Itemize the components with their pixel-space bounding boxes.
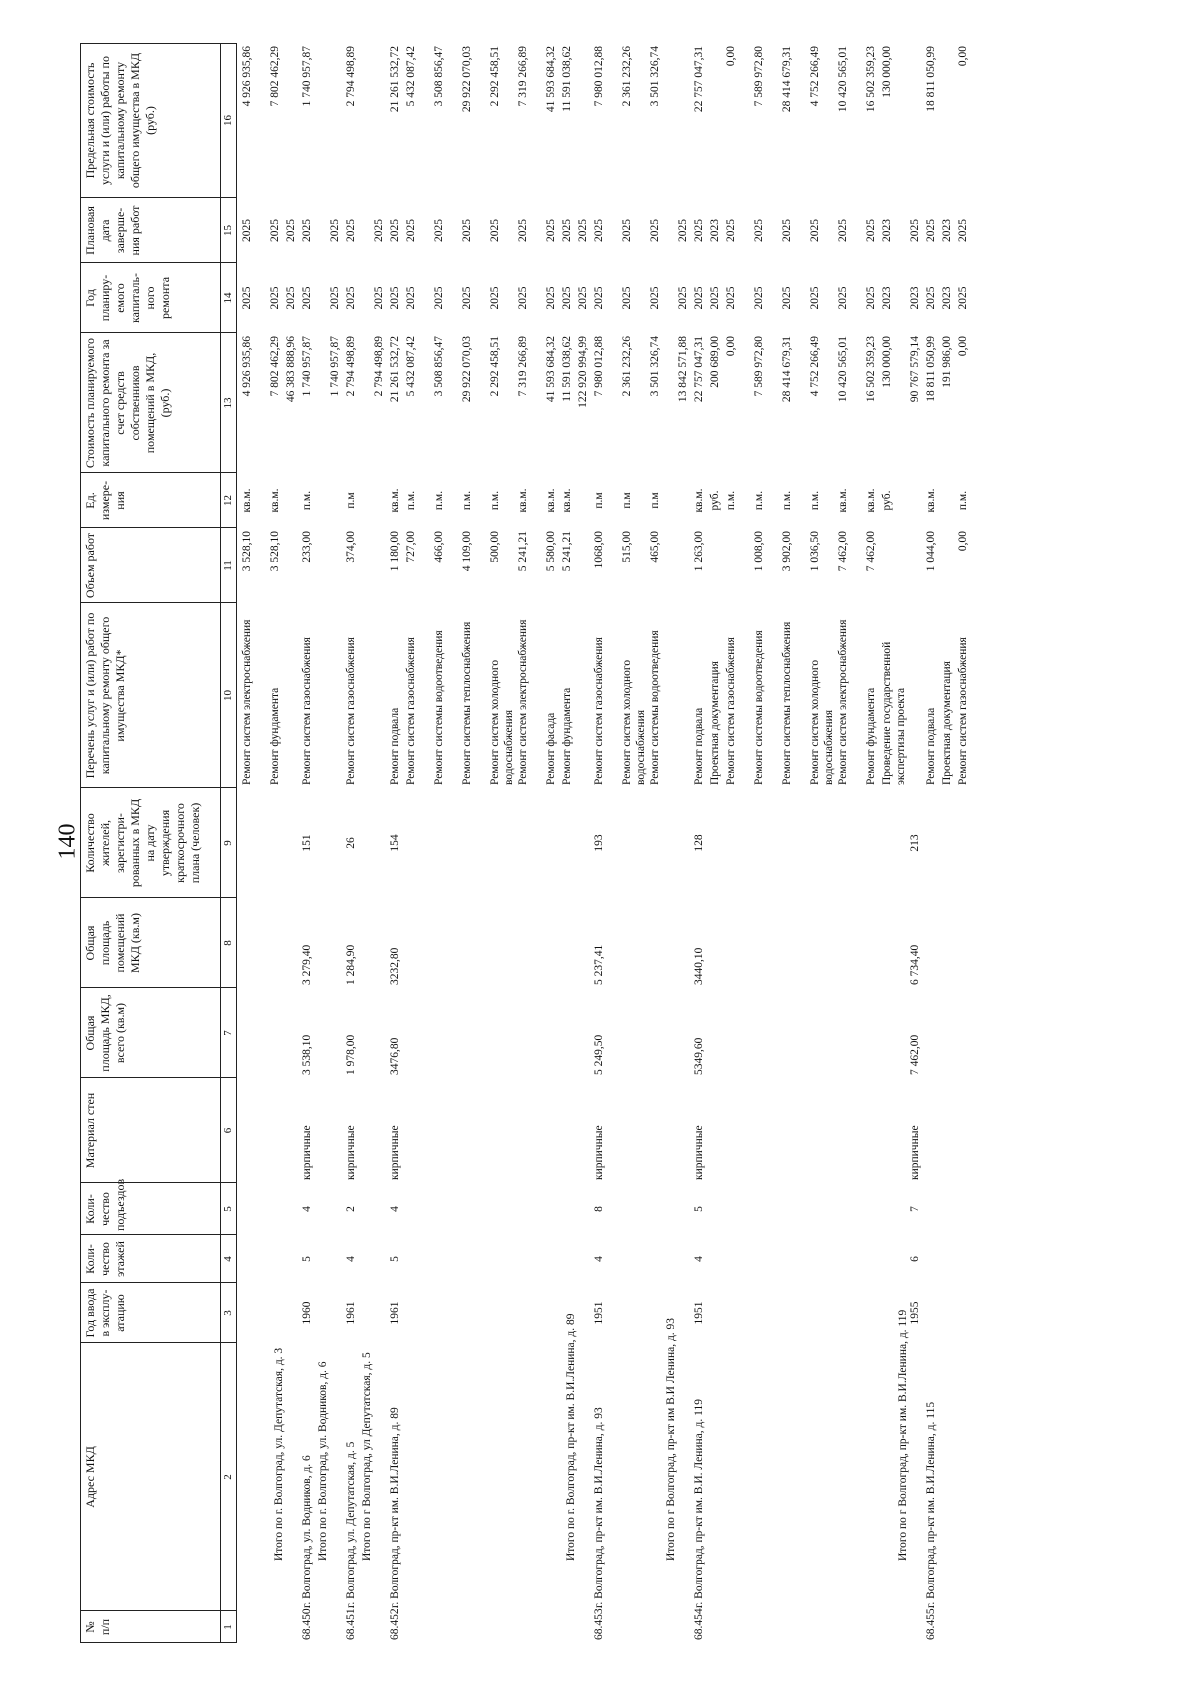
cell-c2: г. Волгоград, ул. Депутатская, д. 5 [345, 1441, 357, 1608]
cell-c16: 11 591 038,62 [561, 46, 573, 112]
cell-c6: кирпичные [593, 1125, 605, 1180]
cell-c12: кв.м. [545, 488, 557, 513]
cell-c14: 2025 [593, 286, 605, 310]
cell-c13: 3 501 326,74 [649, 336, 661, 397]
column-number: 16 [222, 115, 234, 126]
cell-c13: 0,00 [725, 336, 737, 357]
cell-c13: 90 767 579,14 [909, 336, 921, 403]
cell-c7: 5349,60 [693, 1037, 705, 1075]
cell-c15: 2025 [517, 219, 529, 242]
cell-c16: 2 361 232,26 [621, 46, 633, 107]
cell-c12: кв.м. [389, 488, 401, 513]
page-number: 140 [54, 823, 81, 860]
cell-c13: 122 920 994,99 [577, 336, 589, 408]
cell-c11: 515,00 [621, 531, 633, 563]
cell-c14: 2025 [301, 286, 313, 310]
cell-c15: 2023 [709, 219, 721, 242]
cell-c4: 4 [593, 1256, 605, 1262]
cell-c8: 5 237,41 [593, 944, 605, 985]
cell-c14: 2025 [285, 286, 297, 310]
cell-c8: 3440,10 [693, 947, 705, 985]
cell-c1: 68.453. [593, 1605, 605, 1640]
column-number: 10 [222, 690, 234, 701]
header-cell: Коли-чество подъездов [83, 1178, 127, 1231]
cell-c14: 2023 [881, 286, 893, 310]
cell-c10: Ремонт систем электроснабжения [517, 619, 529, 785]
cell-c9: 128 [693, 834, 705, 852]
header-cell: Год ввода в эксплу-атацию [83, 1288, 127, 1338]
cell-c13: 10 420 565,01 [837, 336, 849, 403]
cell-c14: 2025 [389, 286, 401, 310]
header-cell: Материал стен [83, 1092, 97, 1169]
cell-c11: 1 036,50 [809, 531, 821, 572]
cell-c14: 2025 [577, 286, 589, 310]
cell-c15: 2025 [809, 219, 821, 242]
cell-c14: 2025 [461, 286, 473, 310]
cell-c4: 5 [301, 1256, 313, 1262]
cell-c1: 68.452. [389, 1605, 401, 1640]
cell-c15: 2025 [301, 219, 313, 242]
cell-c14: 2025 [781, 286, 793, 310]
column-number: 15 [222, 225, 234, 236]
cell-c11: 233,00 [301, 531, 313, 563]
cell-c13: 22 757 047,31 [693, 336, 705, 403]
cell-c13: 2 361 232,26 [621, 336, 633, 397]
cell-c16: 3 508 856,47 [433, 46, 445, 107]
cell-c13: 2 794 498,89 [373, 336, 385, 397]
cell-c11: 5 580,00 [545, 531, 557, 572]
cell-c11: 465,00 [649, 531, 661, 563]
cell-c7: 7 462,00 [909, 1034, 921, 1075]
cell-c1: 68.450. [301, 1605, 313, 1640]
cell-c14: 2025 [837, 286, 849, 310]
header-cell: Общая площадь МКД, всего (кв.м) [83, 994, 127, 1072]
cell-c15: 2025 [621, 219, 633, 242]
cell-c12: п.м. [489, 490, 501, 511]
cell-c2: г. Волгоград, ул. Водников, д. 6 [301, 1455, 313, 1608]
cell-c15: 2025 [753, 219, 765, 242]
cell-c7: 1 978,00 [345, 1034, 357, 1075]
cell-c11: 5 241,21 [517, 531, 529, 572]
cell-c12: кв.м. [865, 488, 877, 513]
cell-c2: Итого по г. Волгоград, ул. Депутатская, д. 3 [273, 1347, 285, 1561]
cell-c14: 2025 [753, 286, 765, 310]
capital-repair-table [80, 43, 1130, 1643]
cell-c15: 2025 [865, 219, 877, 242]
cell-c12: п.м. [433, 490, 445, 511]
column-number: 5 [222, 1206, 234, 1212]
cell-c15: 2025 [329, 219, 341, 242]
cell-c13: 2 292 458,51 [489, 336, 501, 397]
cell-c15: 2025 [725, 219, 737, 242]
cell-c10: Ремонт подвала [693, 707, 705, 785]
cell-c15: 2025 [957, 219, 969, 242]
cell-c14: 2025 [545, 286, 557, 310]
cell-c14: 2025 [489, 286, 501, 310]
cell-c11: 5 241,21 [561, 531, 573, 572]
cell-c16: 41 593 684,32 [545, 46, 557, 113]
cell-c12: п.м [345, 492, 357, 509]
cell-c15: 2025 [561, 219, 573, 242]
cell-c16: 7 802 462,29 [269, 46, 281, 107]
cell-c1: 68.454. [693, 1605, 705, 1640]
cell-c16: 10 420 565,01 [837, 46, 849, 113]
cell-c16: 0,00 [725, 46, 737, 67]
cell-c3: 1960 [301, 1301, 313, 1325]
cell-c10: Ремонт системы водоотведения [753, 630, 765, 785]
cell-c8: 1 284,90 [345, 944, 357, 985]
cell-c12: п.м. [781, 490, 793, 511]
cell-c12: руб. [881, 490, 893, 511]
cell-c10: Ремонт систем газоснабжения [405, 637, 417, 785]
cell-c3: 1961 [389, 1301, 401, 1325]
cell-c14: 2025 [405, 286, 417, 310]
cell-c11: 1 008,00 [753, 531, 765, 572]
cell-c5: 4 [389, 1206, 401, 1212]
cell-c12: п.м. [957, 490, 969, 511]
cell-c10: Ремонт системы теплоснабжения [781, 621, 793, 785]
cell-c12: кв.м. [241, 488, 253, 513]
cell-c3: 1951 [593, 1301, 605, 1325]
cell-c13: 3 508 856,47 [433, 336, 445, 397]
cell-c5: 8 [593, 1206, 605, 1212]
cell-c1: 68.451. [345, 1605, 357, 1640]
column-number: 1 [222, 1624, 234, 1630]
cell-c15: 2025 [373, 219, 385, 242]
cell-c10: Ремонт систем холодного водоснабжения [621, 659, 647, 785]
column-number: 11 [222, 560, 234, 571]
cell-c8: 3 279,40 [301, 944, 313, 985]
cell-c10: Ремонт систем газоснабжения [593, 637, 605, 785]
cell-c15: 2025 [925, 219, 937, 242]
cell-c11: 3 902,00 [781, 531, 793, 572]
column-number: 6 [222, 1127, 234, 1134]
cell-c14: 2025 [433, 286, 445, 310]
cell-c13: 7 319 266,89 [517, 336, 529, 397]
cell-c14: 2025 [241, 286, 253, 310]
cell-c16: 4 926 935,86 [241, 46, 253, 107]
header-cell: Стоимость планируемого капитального ремонта за счет средств собственников помещений в МКД, (руб.) [83, 337, 172, 469]
cell-c16: 2 292 458,51 [489, 46, 501, 107]
header-cell: Год планиру-емого капиталь-ного ремонта [83, 273, 172, 323]
cell-c12: п.м. [725, 490, 737, 511]
cell-c14: 2025 [269, 286, 281, 310]
cell-c16: 7 980 012,88 [593, 46, 605, 107]
cell-c9: 213 [909, 834, 921, 852]
cell-c2: Итого по г Волгоград, пр-кт им В.И Ленина, д. 93 [665, 1317, 677, 1561]
cell-c12: п.м. [301, 490, 313, 511]
cell-c14: 2025 [677, 286, 689, 310]
cell-c13: 41 593 684,32 [545, 336, 557, 403]
cell-c14: 2025 [517, 286, 529, 310]
cell-c15: 2025 [269, 219, 281, 242]
cell-c4: 5 [389, 1256, 401, 1262]
cell-c10: Ремонт фундамента [269, 687, 281, 785]
header-cell: Адрес МКД [83, 1446, 97, 1508]
header-cell: Объем работ [83, 532, 97, 599]
cell-c16: 0,00 [957, 46, 969, 67]
cell-c10: Проектная документация [709, 661, 721, 785]
cell-c2: Итого по г Волгоград, пр-кт им. В.И.Ленина, д. 119 [897, 1309, 909, 1561]
cell-c13: 29 922 070,03 [461, 336, 473, 403]
header-cell: Плановая дата заверше-ния работ [83, 205, 142, 256]
column-number: 2 [222, 1474, 234, 1480]
cell-c13: 16 502 359,23 [865, 336, 877, 403]
cell-c2: г. Волгоград, пр-кт им. В.И. Ленина, д. 119 [693, 1399, 705, 1608]
column-number: 7 [222, 1030, 234, 1036]
cell-c15: 2025 [345, 219, 357, 242]
cell-c13: 2 794 498,89 [345, 336, 357, 397]
cell-c14: 2023 [909, 286, 921, 310]
cell-c10: Ремонт систем газоснабжения [345, 637, 357, 785]
cell-c11: 374,00 [345, 531, 357, 563]
cell-c12: п.м. [753, 490, 765, 511]
cell-c13: 1 740 957,87 [301, 336, 313, 397]
cell-c14: 2023 [941, 286, 953, 310]
cell-c2: Итого по г. Волгоград, ул. Водников, д. 6 [317, 1361, 329, 1561]
cell-c14: 2025 [561, 286, 573, 310]
cell-c12: п.м [621, 492, 633, 509]
cell-c3: 1961 [345, 1301, 357, 1325]
cell-c16: 3 501 326,74 [649, 46, 661, 107]
header-cell: Предельная стоимость услуги и (или) работы по капитальному ремонту общего имущества в МКД (руб.) [83, 52, 157, 189]
cell-c2: г. Волгоград, пр-кт им. В.И.Ленина, д. 93 [593, 1407, 605, 1608]
cell-c16: 5 432 087,42 [405, 46, 417, 107]
cell-c12: п.м [593, 492, 605, 509]
cell-c10: Ремонт системы теплоснабжения [461, 621, 473, 785]
cell-c11: 727,00 [405, 531, 417, 563]
cell-c10: Ремонт систем газоснабжения [725, 637, 737, 785]
cell-c3: 1955 [909, 1301, 921, 1325]
cell-c7: 3 538,10 [301, 1034, 313, 1075]
cell-c14: 2025 [693, 286, 705, 310]
cell-c14: 2025 [957, 286, 969, 310]
cell-c12: кв.м. [693, 488, 705, 513]
cell-c11: 1 044,00 [925, 531, 937, 572]
cell-c10: Ремонт фундамента [865, 687, 877, 785]
cell-c13: 28 414 679,31 [781, 336, 793, 403]
cell-c11: 1 180,00 [389, 531, 401, 572]
cell-c9: 151 [301, 834, 313, 852]
cell-c13: 5 432 087,42 [405, 336, 417, 397]
column-number: 13 [222, 397, 234, 409]
cell-c8: 6 734,40 [909, 944, 921, 985]
cell-c11: 3 528,10 [241, 531, 253, 572]
cell-c11: 0,00 [957, 531, 969, 552]
cell-c15: 2025 [405, 219, 417, 242]
cell-c14: 2025 [329, 286, 341, 310]
cell-c12: руб. [709, 490, 721, 511]
cell-c14: 2025 [865, 286, 877, 310]
cell-c15: 2025 [837, 219, 849, 242]
cell-c15: 2025 [593, 219, 605, 242]
cell-c14: 2025 [925, 286, 937, 310]
cell-c10: Ремонт системы водоотведения [649, 630, 661, 785]
column-number: 12 [222, 495, 234, 506]
cell-c11: 500,00 [489, 531, 501, 563]
cell-c15: 2025 [489, 219, 501, 242]
header-cell: Перечень услуг и (или) работ по капитальному ремонту общего имущества МКД* [83, 612, 127, 779]
cell-c11: 3 528,10 [269, 531, 281, 572]
cell-c13: 1 740 957,87 [329, 336, 341, 397]
cell-c5: 2 [345, 1206, 357, 1212]
cell-c12: п.м [649, 492, 661, 509]
cell-c15: 2025 [241, 219, 253, 242]
cell-c16: 18 811 050,99 [925, 46, 937, 112]
cell-c11: 1 263,00 [693, 531, 705, 572]
cell-c16: 130 000,00 [881, 46, 893, 98]
column-number: 4 [222, 1256, 234, 1262]
cell-c10: Проектная документация [941, 661, 953, 785]
cell-c15: 2023 [941, 219, 953, 242]
cell-c10: Ремонт систем газоснабжения [957, 637, 969, 785]
cell-c13: 13 842 571,88 [677, 336, 689, 403]
cell-c11: 4 109,00 [461, 531, 473, 572]
cell-c13: 130 000,00 [881, 336, 893, 388]
cell-c16: 28 414 679,31 [781, 46, 793, 113]
cell-c12: кв.м. [837, 488, 849, 513]
cell-c10: Ремонт систем холодного водоснабжения [489, 659, 515, 785]
cell-c13: 21 261 532,72 [389, 336, 401, 403]
cell-c14: 2025 [373, 286, 385, 310]
cell-c16: 2 794 498,89 [345, 46, 357, 107]
cell-c15: 2023 [881, 219, 893, 242]
cell-c15: 2025 [577, 219, 589, 242]
cell-c11: 7 462,00 [865, 531, 877, 572]
column-number: 9 [222, 840, 234, 846]
cell-c11: 1068,00 [593, 531, 605, 569]
header-cell: № п/п [83, 1618, 112, 1636]
column-number: 3 [222, 1310, 234, 1316]
cell-c2: г. Волгоград, пр-кт им. В.И.Ленина, д. 115 [925, 1401, 937, 1608]
cell-c13: 46 383 888,96 [285, 336, 297, 403]
cell-c8: 3232,80 [389, 947, 401, 985]
column-divider [80, 43, 236, 44]
cell-c15: 2025 [545, 219, 557, 242]
cell-c2: Итого по г. Волгоград, пр-кт им. В.И.Ленина, д. 89 [565, 1313, 577, 1561]
cell-c16: 7 319 266,89 [517, 46, 529, 107]
cell-c15: 2025 [649, 219, 661, 242]
cell-c12: кв.м. [517, 488, 529, 513]
cell-c14: 2025 [621, 286, 633, 310]
cell-c15: 2025 [909, 219, 921, 242]
cell-c13: 7 980 012,88 [593, 336, 605, 397]
cell-c13: 7 802 462,29 [269, 336, 281, 397]
cell-c15: 2025 [781, 219, 793, 242]
column-number: 8 [222, 940, 234, 946]
cell-c16: 7 589 972,80 [753, 46, 765, 107]
column-number: 14 [222, 292, 234, 304]
cell-c12: п.м. [809, 490, 821, 511]
header-cell: Ед. измере-ния [83, 480, 127, 521]
cell-c9: 26 [345, 837, 357, 849]
cell-c4: 6 [909, 1256, 921, 1262]
cell-c9: 193 [593, 834, 605, 852]
header-cell: Общая площадь помещений МКД (кв.м) [83, 913, 142, 973]
cell-c16: 21 261 532,72 [389, 46, 401, 113]
cell-c5: 5 [693, 1206, 705, 1212]
cell-c15: 2025 [433, 219, 445, 242]
cell-c16: 22 757 047,31 [693, 46, 705, 113]
cell-c15: 2025 [461, 219, 473, 242]
rotated-page [80, 43, 1130, 1643]
cell-c10: Ремонт фундамента [561, 687, 573, 785]
cell-c13: 0,00 [957, 336, 969, 357]
cell-c10: Ремонт подвала [389, 707, 401, 785]
header-cell: Количество жителей, зарегистри-рованных в МКД на дату утверждения краткосрочного плана (человек) [83, 798, 202, 888]
cell-c6: кирпичные [301, 1125, 313, 1180]
cell-c6: кирпичные [693, 1125, 705, 1180]
cell-c3: 1951 [693, 1301, 705, 1325]
cell-c10: Ремонт системы водоотведения [433, 630, 445, 785]
cell-c13: 11 591 038,62 [561, 336, 573, 402]
cell-c15: 2025 [693, 219, 705, 242]
cell-c14: 2025 [345, 286, 357, 310]
cell-c13: 200 689,00 [709, 336, 721, 388]
cell-c1: 68.455. [925, 1605, 937, 1640]
cell-c16: 1 740 957,87 [301, 46, 313, 107]
cell-c15: 2025 [677, 219, 689, 242]
cell-c13: 4 926 935,86 [241, 336, 253, 397]
cell-c10: Ремонт систем электроснабжения [241, 619, 253, 785]
cell-c14: 2025 [649, 286, 661, 310]
cell-c16: 16 502 359,23 [865, 46, 877, 113]
cell-c15: 2025 [285, 219, 297, 242]
cell-c10: Проведение государственной экспертизы проекта [881, 641, 907, 785]
cell-c10: Ремонт фасада [545, 712, 557, 785]
cell-c10: Ремонт систем газоснабжения [301, 637, 313, 785]
cell-c12: кв.м. [269, 488, 281, 513]
header-cell: Коли-чество этажей [83, 1241, 127, 1277]
cell-c5: 4 [301, 1206, 313, 1212]
cell-c10: Ремонт систем холодного водоснабжения [809, 659, 835, 785]
cell-c6: кирпичные [345, 1125, 357, 1180]
cell-c12: п.м. [405, 490, 417, 511]
cell-c4: 4 [345, 1256, 357, 1262]
cell-c11: 466,00 [433, 531, 445, 563]
cell-c14: 2025 [809, 286, 821, 310]
cell-c4: 4 [693, 1256, 705, 1262]
cell-c5: 7 [909, 1206, 921, 1212]
cell-c11: 7 462,00 [837, 531, 849, 572]
cell-c9: 154 [389, 834, 401, 852]
cell-c2: Итого по г Волгоград, ул Депутатская, д. 5 [361, 1352, 373, 1561]
cell-c2: г. Волгоград, пр-кт им. В.И.Ленина, д. 89 [389, 1407, 401, 1608]
cell-c16: 4 752 266,49 [809, 46, 821, 107]
cell-c7: 3476,80 [389, 1037, 401, 1075]
cell-c10: Ремонт подвала [925, 707, 937, 785]
cell-c12: кв.м. [561, 488, 573, 513]
cell-c14: 2025 [725, 286, 737, 310]
cell-c15: 2025 [389, 219, 401, 242]
cell-c14: 2025 [709, 286, 721, 310]
cell-c13: 18 811 050,99 [925, 336, 937, 402]
cell-c16: 29 922 070,03 [461, 46, 473, 113]
cell-c7: 5 249,50 [593, 1034, 605, 1075]
cell-c12: п.м. [461, 490, 473, 511]
cell-c13: 7 589 972,80 [753, 336, 765, 397]
cell-c10: Ремонт систем электроснабжения [837, 619, 849, 785]
numbers-bottom-border [236, 43, 237, 1643]
cell-c6: кирпичные [389, 1125, 401, 1180]
cell-c6: кирпичные [909, 1125, 921, 1180]
cell-c13: 4 752 266,49 [809, 336, 821, 397]
cell-c12: кв.м. [925, 488, 937, 513]
cell-c13: 191 986,00 [941, 336, 953, 388]
